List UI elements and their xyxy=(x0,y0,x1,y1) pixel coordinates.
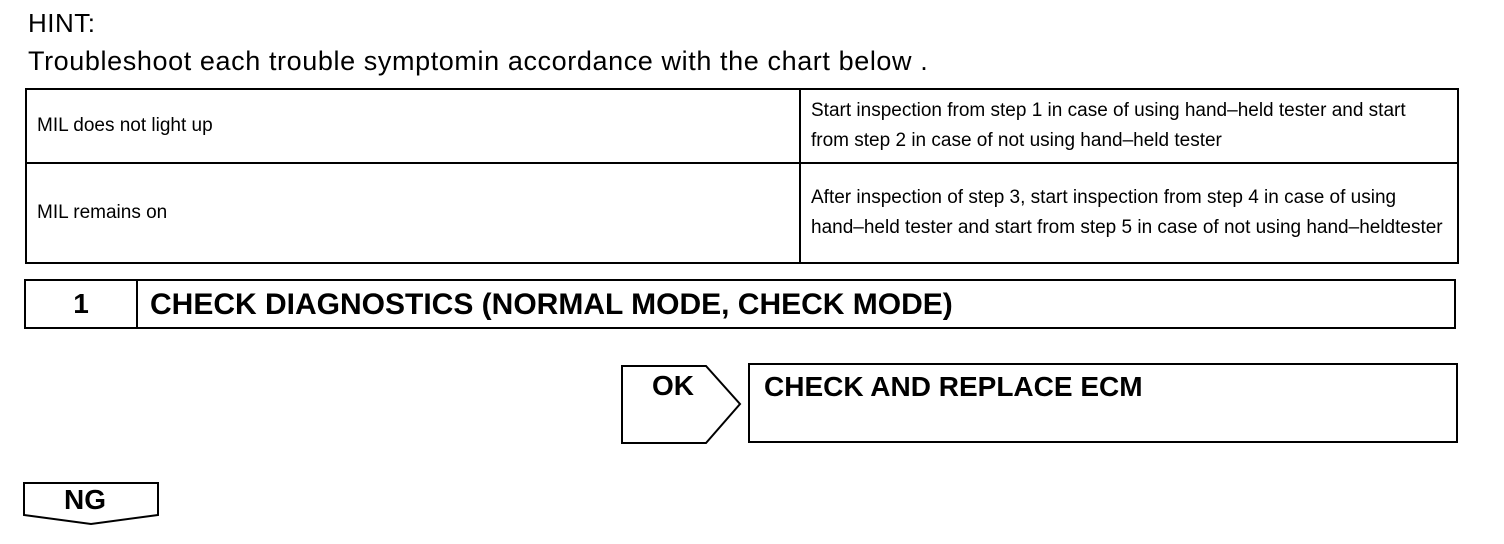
hint-label: HINT: xyxy=(28,8,96,38)
step-number: 1 xyxy=(26,281,138,327)
step-header xyxy=(24,279,1456,329)
action-cell: Start inspection from step 1 in case of using hand–held tester and start from step 2 in case of not using hand–held tester xyxy=(800,89,1458,163)
ok-label: OK xyxy=(652,370,694,401)
ok-result-text: CHECK AND REPLACE ECM xyxy=(764,371,1143,402)
action-cell: After inspection of step 3, start inspection from step 4 in case of using hand–held tester and start from step 5 in case of not using hand–heldtester xyxy=(800,163,1458,263)
symptom-cell: MIL remains on xyxy=(26,163,800,263)
ng-label: NG xyxy=(64,484,106,515)
table-row xyxy=(26,89,1458,163)
hint-text: Troubleshoot each trouble symptomin accordance with the chart below . xyxy=(28,46,929,76)
symptom-cell: MIL does not light up xyxy=(26,89,800,163)
step-title: CHECK DIAGNOSTICS (NORMAL MODE, CHECK MODE) xyxy=(150,288,953,321)
table-row xyxy=(26,163,1458,263)
ok-result-box xyxy=(748,363,1458,443)
symptom-table xyxy=(25,88,1459,264)
